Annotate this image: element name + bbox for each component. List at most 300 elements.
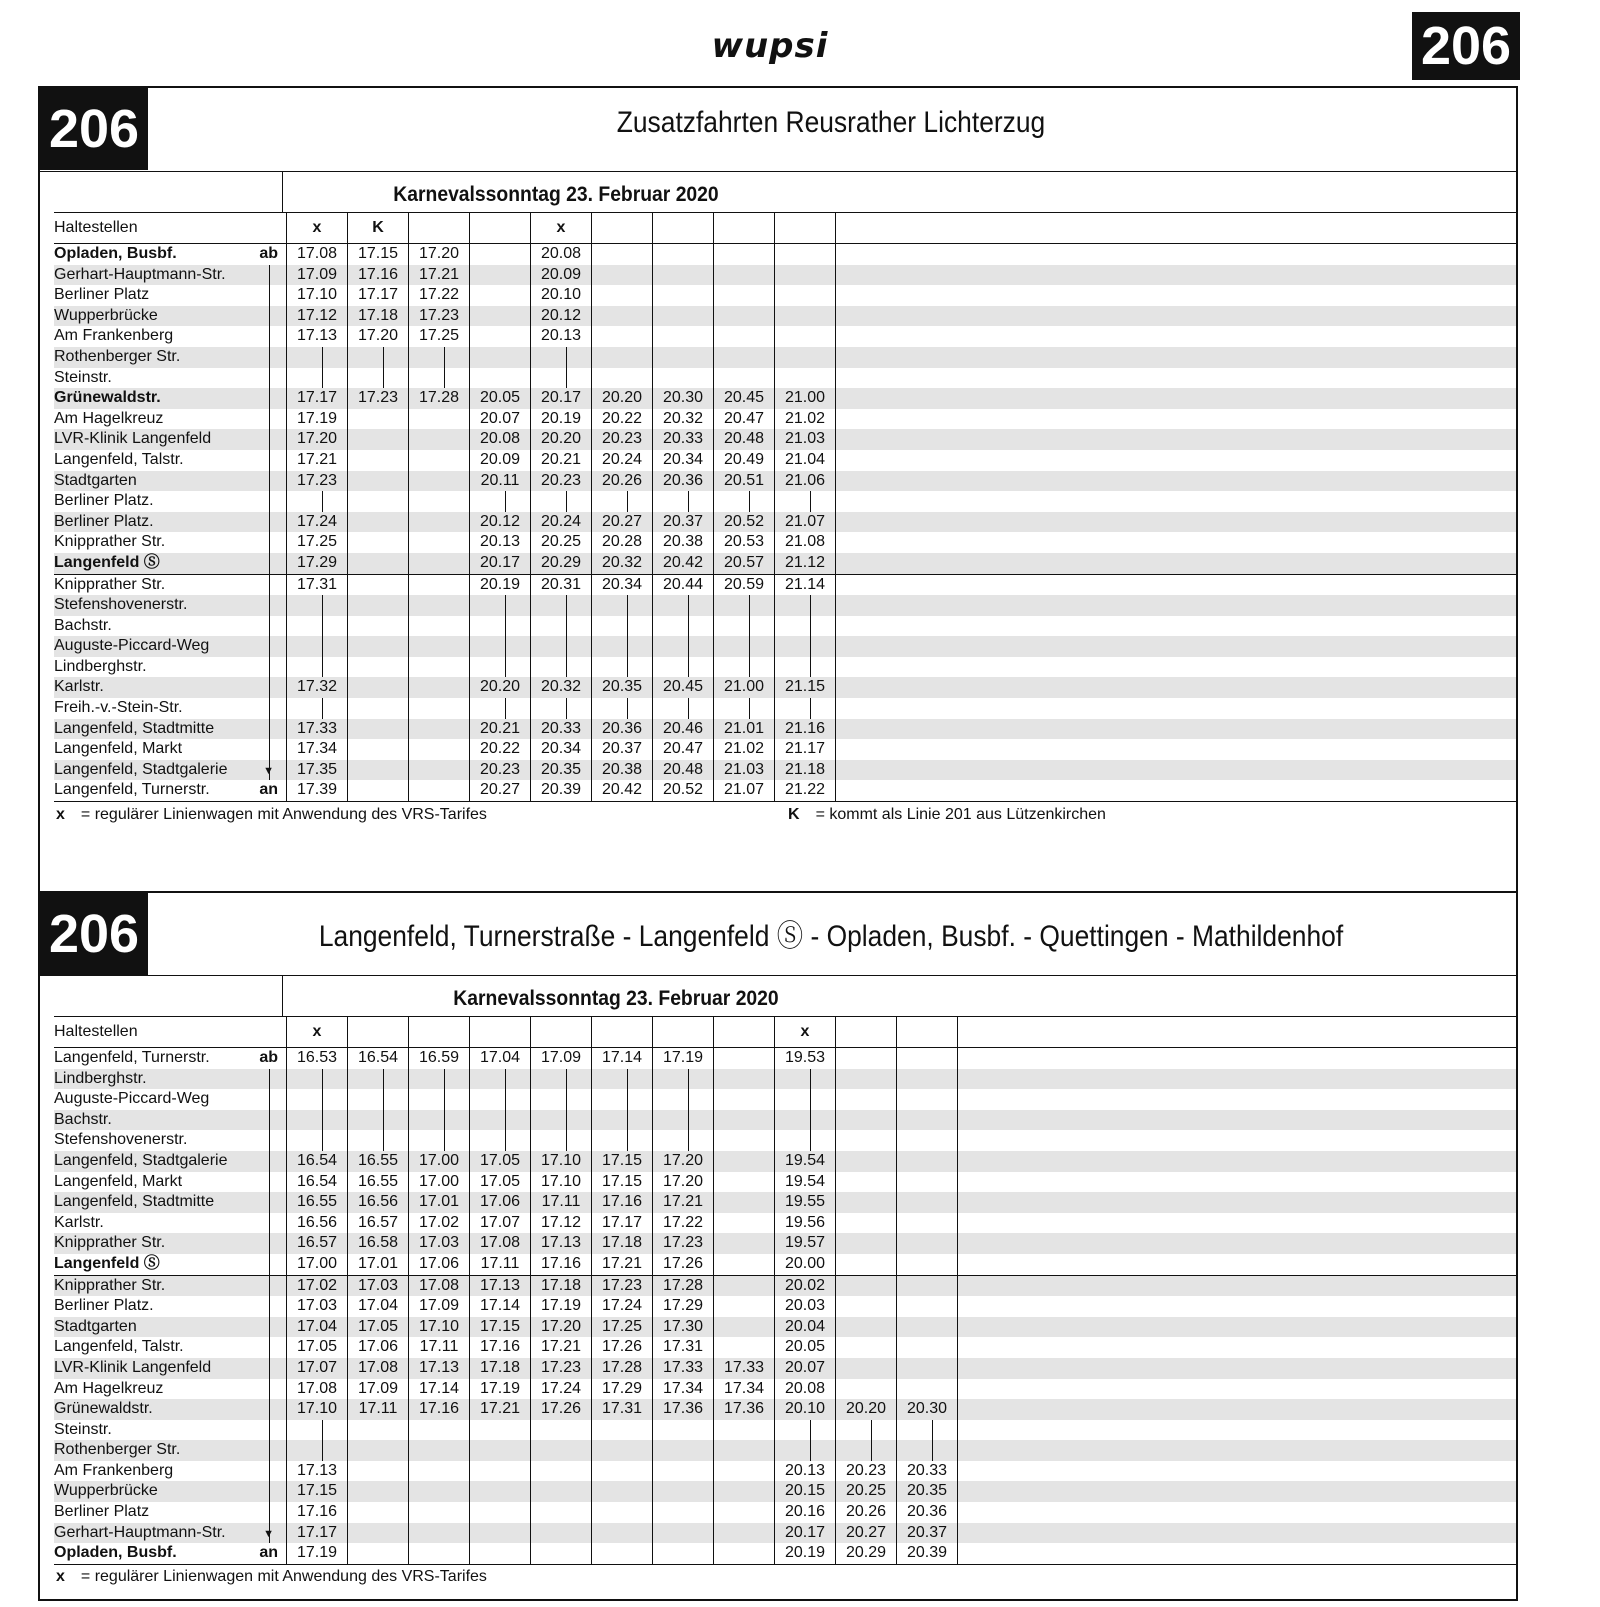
- departure-time: [592, 1420, 653, 1441]
- stop-name: Am Frankenberg: [54, 1461, 174, 1479]
- departure-time: [531, 1523, 592, 1544]
- direction-line: [269, 1358, 270, 1379]
- departure-time: [409, 636, 470, 657]
- departure-time: [409, 1481, 470, 1502]
- stop-cell: [54, 306, 287, 327]
- departure-time: 17.30: [653, 1317, 714, 1338]
- table-row: [54, 616, 1516, 637]
- departure-time: [714, 1254, 775, 1275]
- departure-time: [836, 1048, 897, 1069]
- stop-cell: [54, 1069, 287, 1090]
- direction-line: [269, 1233, 270, 1254]
- departure-time: 17.18: [592, 1233, 653, 1254]
- departure-time: 17.26: [653, 1254, 714, 1275]
- departure-time: [348, 1502, 409, 1523]
- stop-name: Langenfeld Ⓢ: [54, 553, 160, 571]
- departure-time: [348, 471, 409, 492]
- departure-time: [653, 244, 714, 265]
- departure-time: 17.25: [287, 532, 348, 553]
- pass-through-line: [470, 657, 531, 678]
- pass-through-line: [287, 491, 348, 512]
- departure-time: 19.53: [775, 1048, 836, 1069]
- stop-name: Knipprather Str.: [54, 533, 166, 551]
- departure-time: 20.24: [531, 512, 592, 533]
- departure-time: [348, 760, 409, 781]
- stop-cell: [54, 512, 287, 533]
- pass-through-mark: [322, 1069, 323, 1090]
- departure-time: [897, 1213, 958, 1234]
- departure-time: 17.00: [287, 1254, 348, 1275]
- stop-name: Berliner Platz.: [54, 1297, 154, 1315]
- row-filler: [836, 450, 1517, 471]
- departure-time: 20.29: [836, 1543, 897, 1564]
- stop-name: LVR-Klinik Langenfeld: [54, 430, 212, 448]
- pass-through-line: [653, 491, 714, 512]
- stop-name: Langenfeld, Stadtgalerie: [54, 1151, 228, 1169]
- departure-time: [348, 677, 409, 698]
- table-row: [54, 1420, 1516, 1441]
- table-row: [54, 1130, 1516, 1151]
- pass-through-mark: [810, 1110, 811, 1131]
- direction-line: [269, 1461, 270, 1482]
- departure-time: 17.23: [409, 306, 470, 327]
- pass-through-line: [348, 368, 409, 389]
- departure-time: 21.02: [714, 739, 775, 760]
- departure-time: [836, 1069, 897, 1090]
- departure-time: [897, 1317, 958, 1338]
- pass-through-line: [531, 347, 592, 368]
- departure-time: 17.05: [470, 1151, 531, 1172]
- table-row: [54, 368, 1516, 389]
- departure-time: 20.33: [653, 429, 714, 450]
- pass-through-mark: [810, 657, 811, 678]
- departure-time: 20.32: [653, 409, 714, 430]
- stop-name: Berliner Platz.: [54, 492, 154, 510]
- pass-through-line: [714, 657, 775, 678]
- departure-time: 20.37: [592, 739, 653, 760]
- departure-time: 20.38: [653, 532, 714, 553]
- departure-time: [592, 1543, 653, 1564]
- row-filler: [958, 1523, 1517, 1544]
- departure-time: [348, 595, 409, 616]
- departure-time: [836, 1275, 897, 1296]
- departure-time: 20.59: [714, 574, 775, 595]
- departure-time: 17.15: [592, 1151, 653, 1172]
- pass-through-line: [287, 1440, 348, 1461]
- departure-time: [714, 1130, 775, 1151]
- row-filler: [836, 574, 1517, 595]
- departure-time: 17.20: [653, 1172, 714, 1193]
- departure-time: [714, 1151, 775, 1172]
- direction-line: [269, 1130, 270, 1151]
- pass-through-mark: [688, 1089, 689, 1110]
- departure-time: 17.32: [287, 677, 348, 698]
- departure-time: 20.30: [653, 388, 714, 409]
- pass-through-line: [592, 595, 653, 616]
- pass-through-mark: [810, 698, 811, 719]
- pass-through-line: [287, 636, 348, 657]
- departure-time: 16.55: [348, 1151, 409, 1172]
- stop-name: LVR-Klinik Langenfeld: [54, 1358, 212, 1376]
- departure-time: [470, 285, 531, 306]
- departure-time: 17.14: [470, 1296, 531, 1317]
- pass-through-mark: [810, 1089, 811, 1110]
- departure-time: 20.23: [836, 1461, 897, 1482]
- direction-arrow-icon: ▼: [263, 764, 274, 777]
- departure-time: [897, 1192, 958, 1213]
- departure-time: 20.16: [775, 1502, 836, 1523]
- stop-name: Knipprather Str.: [54, 1276, 166, 1294]
- row-filler: [836, 429, 1517, 450]
- pass-through-mark: [627, 636, 628, 657]
- departure-time: 20.52: [714, 512, 775, 533]
- pass-through-line: [531, 698, 592, 719]
- pass-through-mark: [566, 1110, 567, 1131]
- pass-through-mark: [627, 698, 628, 719]
- pass-through-mark: [505, 657, 506, 678]
- pass-through-mark: [688, 616, 689, 637]
- departure-time: 20.34: [531, 739, 592, 760]
- departure-time: [714, 1317, 775, 1338]
- departure-time: [409, 1440, 470, 1461]
- trip-mark: [531, 1017, 592, 1048]
- pass-through-line: [836, 1420, 897, 1441]
- departure-time: [897, 1048, 958, 1069]
- direction-line: [269, 1440, 270, 1461]
- trip-mark: [470, 213, 531, 244]
- row-filler: [958, 1461, 1517, 1482]
- table-row: [54, 306, 1516, 327]
- stop-name: Bachstr.: [54, 1110, 112, 1128]
- pass-through-line: [470, 1089, 531, 1110]
- departure-time: 17.08: [470, 1233, 531, 1254]
- pass-through-mark: [322, 657, 323, 678]
- pass-through-mark: [810, 636, 811, 657]
- timetable-table: [54, 212, 1516, 802]
- departure-time: [348, 553, 409, 574]
- table-row: [54, 285, 1516, 306]
- direction-line: [269, 553, 270, 574]
- pass-through-line: [348, 1130, 409, 1151]
- table-row: [54, 1358, 1516, 1379]
- direction-line: [269, 1317, 270, 1338]
- departure-time: [409, 553, 470, 574]
- pass-through-mark: [627, 1069, 628, 1090]
- row-filler: [836, 595, 1517, 616]
- stop-cell: [54, 1192, 287, 1213]
- table-row: [54, 698, 1516, 719]
- departure-time: [470, 1461, 531, 1482]
- departure-time: 20.23: [531, 471, 592, 492]
- pass-through-mark: [749, 636, 750, 657]
- departure-time: [592, 368, 653, 389]
- departure-time: 20.47: [653, 739, 714, 760]
- stop-name: Stefenshovenerstr.: [54, 596, 188, 614]
- header-filler: [958, 1017, 1517, 1048]
- pass-through-line: [287, 347, 348, 368]
- departure-time: 20.09: [531, 265, 592, 286]
- pass-through-mark: [566, 1089, 567, 1110]
- stop-name: Gerhart-Hauptmann-Str.: [54, 1523, 226, 1541]
- departure-time: [592, 1523, 653, 1544]
- departure-time: [714, 1110, 775, 1131]
- direction-line: [269, 1213, 270, 1234]
- table-row: [54, 1110, 1516, 1131]
- pass-through-line: [775, 1420, 836, 1441]
- pass-through-line: [531, 1089, 592, 1110]
- stop-name: Karlstr.: [54, 1213, 104, 1231]
- departure-time: 17.28: [409, 388, 470, 409]
- departure-time: [531, 1440, 592, 1461]
- table-row: [54, 1275, 1516, 1296]
- departure-time: [714, 265, 775, 286]
- stop-name: Knipprather Str.: [54, 1234, 166, 1252]
- departure-time: 17.24: [531, 1379, 592, 1400]
- pass-through-line: [470, 1069, 531, 1090]
- trip-mark: [409, 213, 470, 244]
- row-filler: [958, 1151, 1517, 1172]
- stop-cell: [54, 347, 287, 368]
- row-filler: [958, 1233, 1517, 1254]
- departure-time: 20.57: [714, 553, 775, 574]
- departure-time: 17.21: [409, 265, 470, 286]
- row-filler: [958, 1337, 1517, 1358]
- pass-through-mark: [322, 368, 323, 389]
- departure-time: [470, 1440, 531, 1461]
- trip-mark: [714, 213, 775, 244]
- departure-time: 20.11: [470, 471, 531, 492]
- departure-time: 17.20: [287, 429, 348, 450]
- departure-time: 19.56: [775, 1213, 836, 1234]
- row-filler: [958, 1358, 1517, 1379]
- row-filler: [836, 719, 1517, 740]
- departure-time: [531, 1543, 592, 1564]
- stop-name: Berliner Platz: [54, 1503, 150, 1521]
- departure-time: 19.57: [775, 1233, 836, 1254]
- departure-time: 17.14: [592, 1048, 653, 1069]
- departure-time: [714, 326, 775, 347]
- departure-time: 20.20: [592, 388, 653, 409]
- pass-through-mark: [505, 1089, 506, 1110]
- departure-time: [470, 244, 531, 265]
- departure-time: [348, 574, 409, 595]
- pass-through-mark: [566, 1130, 567, 1151]
- stop-cell: [54, 1481, 287, 1502]
- departure-time: 17.21: [531, 1337, 592, 1358]
- pass-through-line: [531, 657, 592, 678]
- departure-time: 17.04: [287, 1317, 348, 1338]
- footnote-key: K: [788, 806, 800, 823]
- route-title: Zusatzfahrten Reusrather Lichterzug: [616, 106, 1046, 139]
- departure-time: 21.14: [775, 574, 836, 595]
- direction-line: [269, 265, 270, 286]
- direction-line: [269, 326, 270, 347]
- pass-through-mark: [444, 368, 445, 389]
- pass-through-line: [409, 1069, 470, 1090]
- departure-time: 17.17: [287, 388, 348, 409]
- departure-time: [836, 1151, 897, 1172]
- pass-through-mark: [810, 1130, 811, 1151]
- stop-cell: [54, 388, 287, 409]
- stop-cell: [54, 1213, 287, 1234]
- direction-line: [269, 1502, 270, 1523]
- departure-time: [775, 285, 836, 306]
- stop-name: Wupperbrücke: [54, 1482, 158, 1500]
- departure-time: [775, 306, 836, 327]
- departure-time: 17.13: [409, 1358, 470, 1379]
- footnote-text: = regulärer Linienwagen mit Anwendung des VRS-Tarifes: [80, 806, 487, 823]
- stop-name: Steinstr.: [54, 368, 112, 386]
- direction-line: [269, 1481, 270, 1502]
- title-rule: [40, 171, 1516, 172]
- trip-mark: [470, 1017, 531, 1048]
- pass-through-line: [287, 1420, 348, 1441]
- pass-through-line: [592, 698, 653, 719]
- row-filler: [836, 409, 1517, 430]
- departure-time: 17.18: [470, 1358, 531, 1379]
- pass-through-line: [775, 491, 836, 512]
- stop-name: Bachstr.: [54, 616, 112, 634]
- pass-through-line: [592, 1130, 653, 1151]
- departure-time: 17.33: [287, 719, 348, 740]
- pass-through-line: [348, 1069, 409, 1090]
- departure-time: [897, 1151, 958, 1172]
- departure-time: [348, 429, 409, 450]
- direction-line: [269, 698, 270, 719]
- row-filler: [836, 326, 1517, 347]
- departure-time: 20.00: [775, 1254, 836, 1275]
- departure-time: 17.35: [287, 760, 348, 781]
- departure-time: [409, 760, 470, 781]
- pass-through-line: [287, 1110, 348, 1131]
- departure-time: [592, 306, 653, 327]
- route-title: Langenfeld, Turnerstraße - Langenfeld Ⓢ - Opladen, Busbf. - Quettingen - Mathildenhof: [318, 920, 1344, 953]
- table-row: [54, 1317, 1516, 1338]
- departure-time: 17.19: [287, 409, 348, 430]
- departure-time: [714, 244, 775, 265]
- departure-time: [409, 1420, 470, 1441]
- row-filler: [836, 739, 1517, 760]
- departure-time: 16.59: [409, 1048, 470, 1069]
- stop-cell: [54, 698, 287, 719]
- pass-through-line: [409, 347, 470, 368]
- pass-through-mark: [627, 657, 628, 678]
- stop-cell: [54, 1048, 287, 1069]
- direction-line: [269, 1192, 270, 1213]
- pass-through-line: [409, 1089, 470, 1110]
- departure-time: 17.10: [287, 1399, 348, 1420]
- direction-line: [269, 471, 270, 492]
- stop-name: Am Hagelkreuz: [54, 1379, 164, 1397]
- pass-through-line: [531, 1069, 592, 1090]
- row-filler: [958, 1213, 1517, 1234]
- departure-time: 17.06: [409, 1254, 470, 1275]
- departure-time: 20.44: [653, 574, 714, 595]
- pass-through-mark: [383, 1110, 384, 1131]
- wupsi-logo: wupsi: [711, 26, 829, 66]
- stop-name: Lindberghstr.: [54, 657, 147, 675]
- stop-name: Langenfeld, Markt: [54, 1172, 183, 1190]
- stop-name: Langenfeld, Turnerstr.: [54, 781, 210, 799]
- departure-time: [531, 1481, 592, 1502]
- departure-time: [714, 1502, 775, 1523]
- pass-through-mark: [505, 1130, 506, 1151]
- departure-time: [836, 1233, 897, 1254]
- direction-line: [269, 1069, 270, 1090]
- departure-time: 20.33: [531, 719, 592, 740]
- stop-name: Rothenberger Str.: [54, 1441, 181, 1459]
- pass-through-line: [348, 1089, 409, 1110]
- pass-through-line: [531, 595, 592, 616]
- trip-mark: [836, 1017, 897, 1048]
- departure-time: 21.00: [775, 388, 836, 409]
- pass-through-mark: [688, 698, 689, 719]
- departure-time: 17.19: [470, 1379, 531, 1400]
- departure-time: 20.17: [531, 388, 592, 409]
- departure-time: 20.17: [775, 1523, 836, 1544]
- departure-time: 20.26: [836, 1502, 897, 1523]
- pass-through-line: [714, 616, 775, 637]
- trip-mark: x: [287, 213, 348, 244]
- departure-time: 17.16: [348, 265, 409, 286]
- departure-time: [897, 1130, 958, 1151]
- pass-through-line: [653, 698, 714, 719]
- row-filler: [958, 1379, 1517, 1400]
- departure-time: 20.27: [470, 780, 531, 801]
- arrival-departure-mark: an: [259, 781, 278, 799]
- direction-line: [269, 429, 270, 450]
- stop-name: Langenfeld, Stadtgalerie: [54, 760, 228, 778]
- table-row: [54, 532, 1516, 553]
- departure-time: 17.11: [531, 1192, 592, 1213]
- departure-time: [836, 1192, 897, 1213]
- departure-time: [714, 1523, 775, 1544]
- direction-line: [269, 306, 270, 327]
- departure-time: [470, 1481, 531, 1502]
- departure-time: 17.12: [531, 1213, 592, 1234]
- departure-time: 20.51: [714, 471, 775, 492]
- departure-time: 20.21: [470, 719, 531, 740]
- departure-time: 16.54: [348, 1048, 409, 1069]
- row-filler: [958, 1254, 1517, 1275]
- header-row: [54, 1017, 1516, 1048]
- service-day-heading: Karnevalssonntag 23. Februar 2020: [453, 987, 779, 1010]
- pass-through-line: [592, 1069, 653, 1090]
- departure-time: 20.20: [531, 429, 592, 450]
- row-filler: [836, 636, 1517, 657]
- timetable-table: [54, 1016, 1516, 1565]
- row-filler: [836, 512, 1517, 533]
- table-row: [54, 429, 1516, 450]
- table-row: [54, 1543, 1516, 1564]
- departure-time: 20.52: [653, 780, 714, 801]
- departure-time: 17.16: [531, 1254, 592, 1275]
- table-row: [54, 760, 1516, 781]
- pass-through-mark: [688, 1110, 689, 1131]
- pass-through-line: [409, 1130, 470, 1151]
- footnote-x: [56, 806, 487, 824]
- departure-time: [897, 1254, 958, 1275]
- departure-time: [409, 471, 470, 492]
- direction-line: [269, 532, 270, 553]
- pass-through-line: [714, 636, 775, 657]
- departure-time: 20.08: [470, 429, 531, 450]
- pass-through-line: [470, 491, 531, 512]
- departure-time: 17.07: [470, 1213, 531, 1234]
- departure-time: 20.33: [897, 1461, 958, 1482]
- departure-time: 20.08: [531, 244, 592, 265]
- pass-through-line: [775, 657, 836, 678]
